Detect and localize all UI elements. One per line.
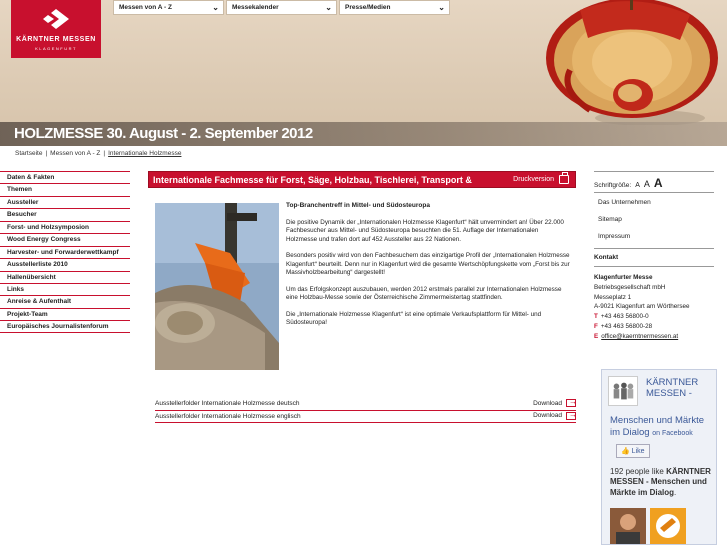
article-text <box>286 202 570 336</box>
download-row[interactable] <box>155 411 576 424</box>
chevron-down-icon: ⌄ <box>325 3 332 12</box>
breadcrumb-item-home[interactable]: Startseite <box>15 150 43 157</box>
like-label: Like <box>631 448 645 455</box>
download-label: Ausstellerfolder Internationale Holzmesse englisch <box>155 412 301 420</box>
apple-wood-image <box>530 0 727 125</box>
article-paragraph: Um das Erfolgskonzept auszubauen, werden 2012 erstmals parallel zur Internationalen Holzmesse eine Holzbau-Messe sowie der Österreichische Zimmermeistertag stattfinden. <box>286 285 562 302</box>
link-impressum[interactable]: Impressum <box>598 233 631 240</box>
like-count-prefix: 192 people like <box>610 467 664 476</box>
download-label: Ausstellerfolder Internationale Holzmesse deutsch <box>155 400 300 407</box>
chevron-down-icon: ⌄ <box>212 3 219 12</box>
sidebar-item-links[interactable]: Links <box>0 283 130 295</box>
logo-mark-icon <box>43 9 69 29</box>
dropdown-label: Messekalender <box>232 4 279 11</box>
phone-line <box>594 312 714 322</box>
sidebar-item-ausstellerliste[interactable]: Ausstellerliste 2010 <box>0 258 130 270</box>
printer-icon <box>559 175 569 184</box>
sidebar-item-aussteller[interactable]: Aussteller <box>0 196 130 208</box>
sidebar-item-hallen[interactable]: Hallenübersicht <box>0 271 130 283</box>
email-line <box>594 332 714 342</box>
sidebar-item-themen[interactable]: Themen <box>0 183 130 195</box>
city: A-9021 Klagenfurt am Wörthersee <box>594 303 690 311</box>
like-count-name[interactable]: KÄRNTNER MESSEN - Menschen und Märkte im Dialog <box>610 467 711 497</box>
phone-number: +43 463 56800-0 <box>600 313 649 320</box>
company-name-2: Betriebsgesellschaft mbH <box>594 283 666 291</box>
download-list <box>155 398 576 423</box>
font-size-control <box>594 172 714 192</box>
facebook-like-button[interactable] <box>616 444 650 458</box>
facebook-on-label: on Facebook <box>652 429 693 437</box>
brand-sub: KLAGENFURT <box>35 46 77 51</box>
link-unternehmen[interactable]: Das Unternehmen <box>598 199 651 206</box>
sidebar-item-harvester[interactable]: Harvester- und Forwarderwettkampf <box>0 246 130 258</box>
sidebar-item-journalistenforum[interactable]: Europäisches Journalistenforum <box>0 320 130 332</box>
like-count-suffix: . <box>674 487 677 497</box>
download-text: Download <box>533 412 562 419</box>
fax-number: +43 463 56800-28 <box>600 322 653 330</box>
download-row[interactable] <box>155 398 576 411</box>
thumbs-up-icon: 👍 <box>621 448 630 455</box>
contact-address <box>594 267 714 341</box>
contact-heading: Kontakt <box>594 248 714 267</box>
sidebar-item-symposion[interactable]: Forst- und Holzsymposion <box>0 221 130 233</box>
download-text: Download <box>533 399 562 407</box>
article-paragraph: Die positive Dynamik der „Internationalen Holzmesse Klagenfurt“ hält unvermindert an! Über 22.000 Fachbesucher aus Mittel- und Südosteuropa besuchten die 51. Auflage der Internationalen Holzmesse und trafen dort auf 452 Aussteller aus 22 Nationen. <box>286 218 564 243</box>
download-link[interactable] <box>533 399 576 407</box>
sidebar-item-daten-fakten[interactable]: Daten & Fakten <box>0 171 130 183</box>
content-title-bar <box>148 171 576 188</box>
breadcrumb-item-messen[interactable]: Messen von A - Z <box>50 150 101 157</box>
header <box>0 0 727 146</box>
sidebar-item-projekt-team[interactable]: Projekt-Team <box>0 308 130 320</box>
facebook-like-count <box>610 467 714 498</box>
fan-avatar[interactable] <box>650 508 686 544</box>
email-key: E <box>594 332 599 340</box>
event-title: HOLZMESSE 30. August - 2. September 2012 <box>14 125 313 142</box>
font-size-label: Schriftgröße: <box>594 182 632 189</box>
nav-dropdown-messen[interactable] <box>113 0 224 15</box>
fax-line <box>594 322 714 332</box>
right-column <box>594 171 714 341</box>
breadcrumb <box>15 150 181 157</box>
breadcrumb-separator: | <box>45 150 48 157</box>
facebook-widget <box>601 369 717 545</box>
event-banner <box>0 122 727 146</box>
facebook-page-name-rest[interactable] <box>610 415 710 439</box>
brand-logo[interactable] <box>11 0 101 58</box>
main-content <box>148 171 576 420</box>
font-size-medium[interactable]: A <box>643 179 650 189</box>
article-paragraph: Die „Internationale Holzmesse Klagenfurt“ ist eine optimale Verkaufsplattform für Mittel- und Südosteuropa! <box>286 310 542 327</box>
font-size-small[interactable]: A <box>635 182 640 189</box>
sidebar-item-besucher[interactable]: Besucher <box>0 208 130 220</box>
facebook-page-name-tail: Menschen und Märkte im Dialog <box>610 415 704 438</box>
download-icon <box>566 399 576 407</box>
brand-name: KÄRNTNER MESSEN <box>16 36 96 43</box>
download-link[interactable] <box>533 412 576 420</box>
content-title: Internationale Fachmesse für Forst, Säge, Holzbau, Tischlerei, Transport & <box>153 175 472 185</box>
chevron-down-icon: ⌄ <box>438 3 445 12</box>
breadcrumb-item-current[interactable]: Internationale Holzmesse <box>108 150 182 157</box>
sidebar-nav <box>0 171 130 333</box>
nav-dropdown-messekalender[interactable] <box>226 0 337 15</box>
sidebar-item-wood-energy[interactable]: Wood Energy Congress <box>0 233 130 245</box>
fax-key: F <box>594 322 598 330</box>
download-icon <box>566 412 576 420</box>
street: Messeplatz 1 <box>594 293 632 301</box>
facebook-fan-pictures <box>610 508 686 544</box>
phone-key: T <box>594 313 598 320</box>
link-sitemap[interactable]: Sitemap <box>598 216 622 223</box>
nav-dropdown-presse[interactable] <box>339 0 450 15</box>
font-size-large[interactable]: A <box>653 176 663 190</box>
print-label: Druckversion <box>513 176 554 183</box>
harvester-photo <box>155 203 279 370</box>
dropdown-label: Presse/Medien <box>345 4 391 11</box>
article-paragraph: Besonders positiv wird von den Fachbesuchern das einzigartige Profil der „Internationalen Holzmesse Klagenfurt“ beurteilt. Denn nur in Klagenfurt wird die gesamte Wertschöpfungskette vom „Forst bis zur Massivholzbearbeitung“ dargestellt! <box>286 252 570 277</box>
company-name: Klagenfurter Messe <box>594 274 653 281</box>
email-link[interactable]: office@kaerntnermessen.at <box>601 332 679 340</box>
sidebar-item-anreise[interactable]: Anreise & Aufenthalt <box>0 295 130 307</box>
facebook-page-avatar[interactable] <box>608 376 638 406</box>
facebook-page-name[interactable]: KÄRNTNER MESSEN - <box>646 377 699 400</box>
fan-avatar[interactable] <box>610 508 646 544</box>
dropdown-label: Messen von A - Z <box>119 4 172 11</box>
article-heading: Top-Branchentreff in Mittel- und Südosteuropa <box>286 202 430 209</box>
breadcrumb-separator: | <box>103 150 106 157</box>
print-button[interactable] <box>513 175 569 184</box>
